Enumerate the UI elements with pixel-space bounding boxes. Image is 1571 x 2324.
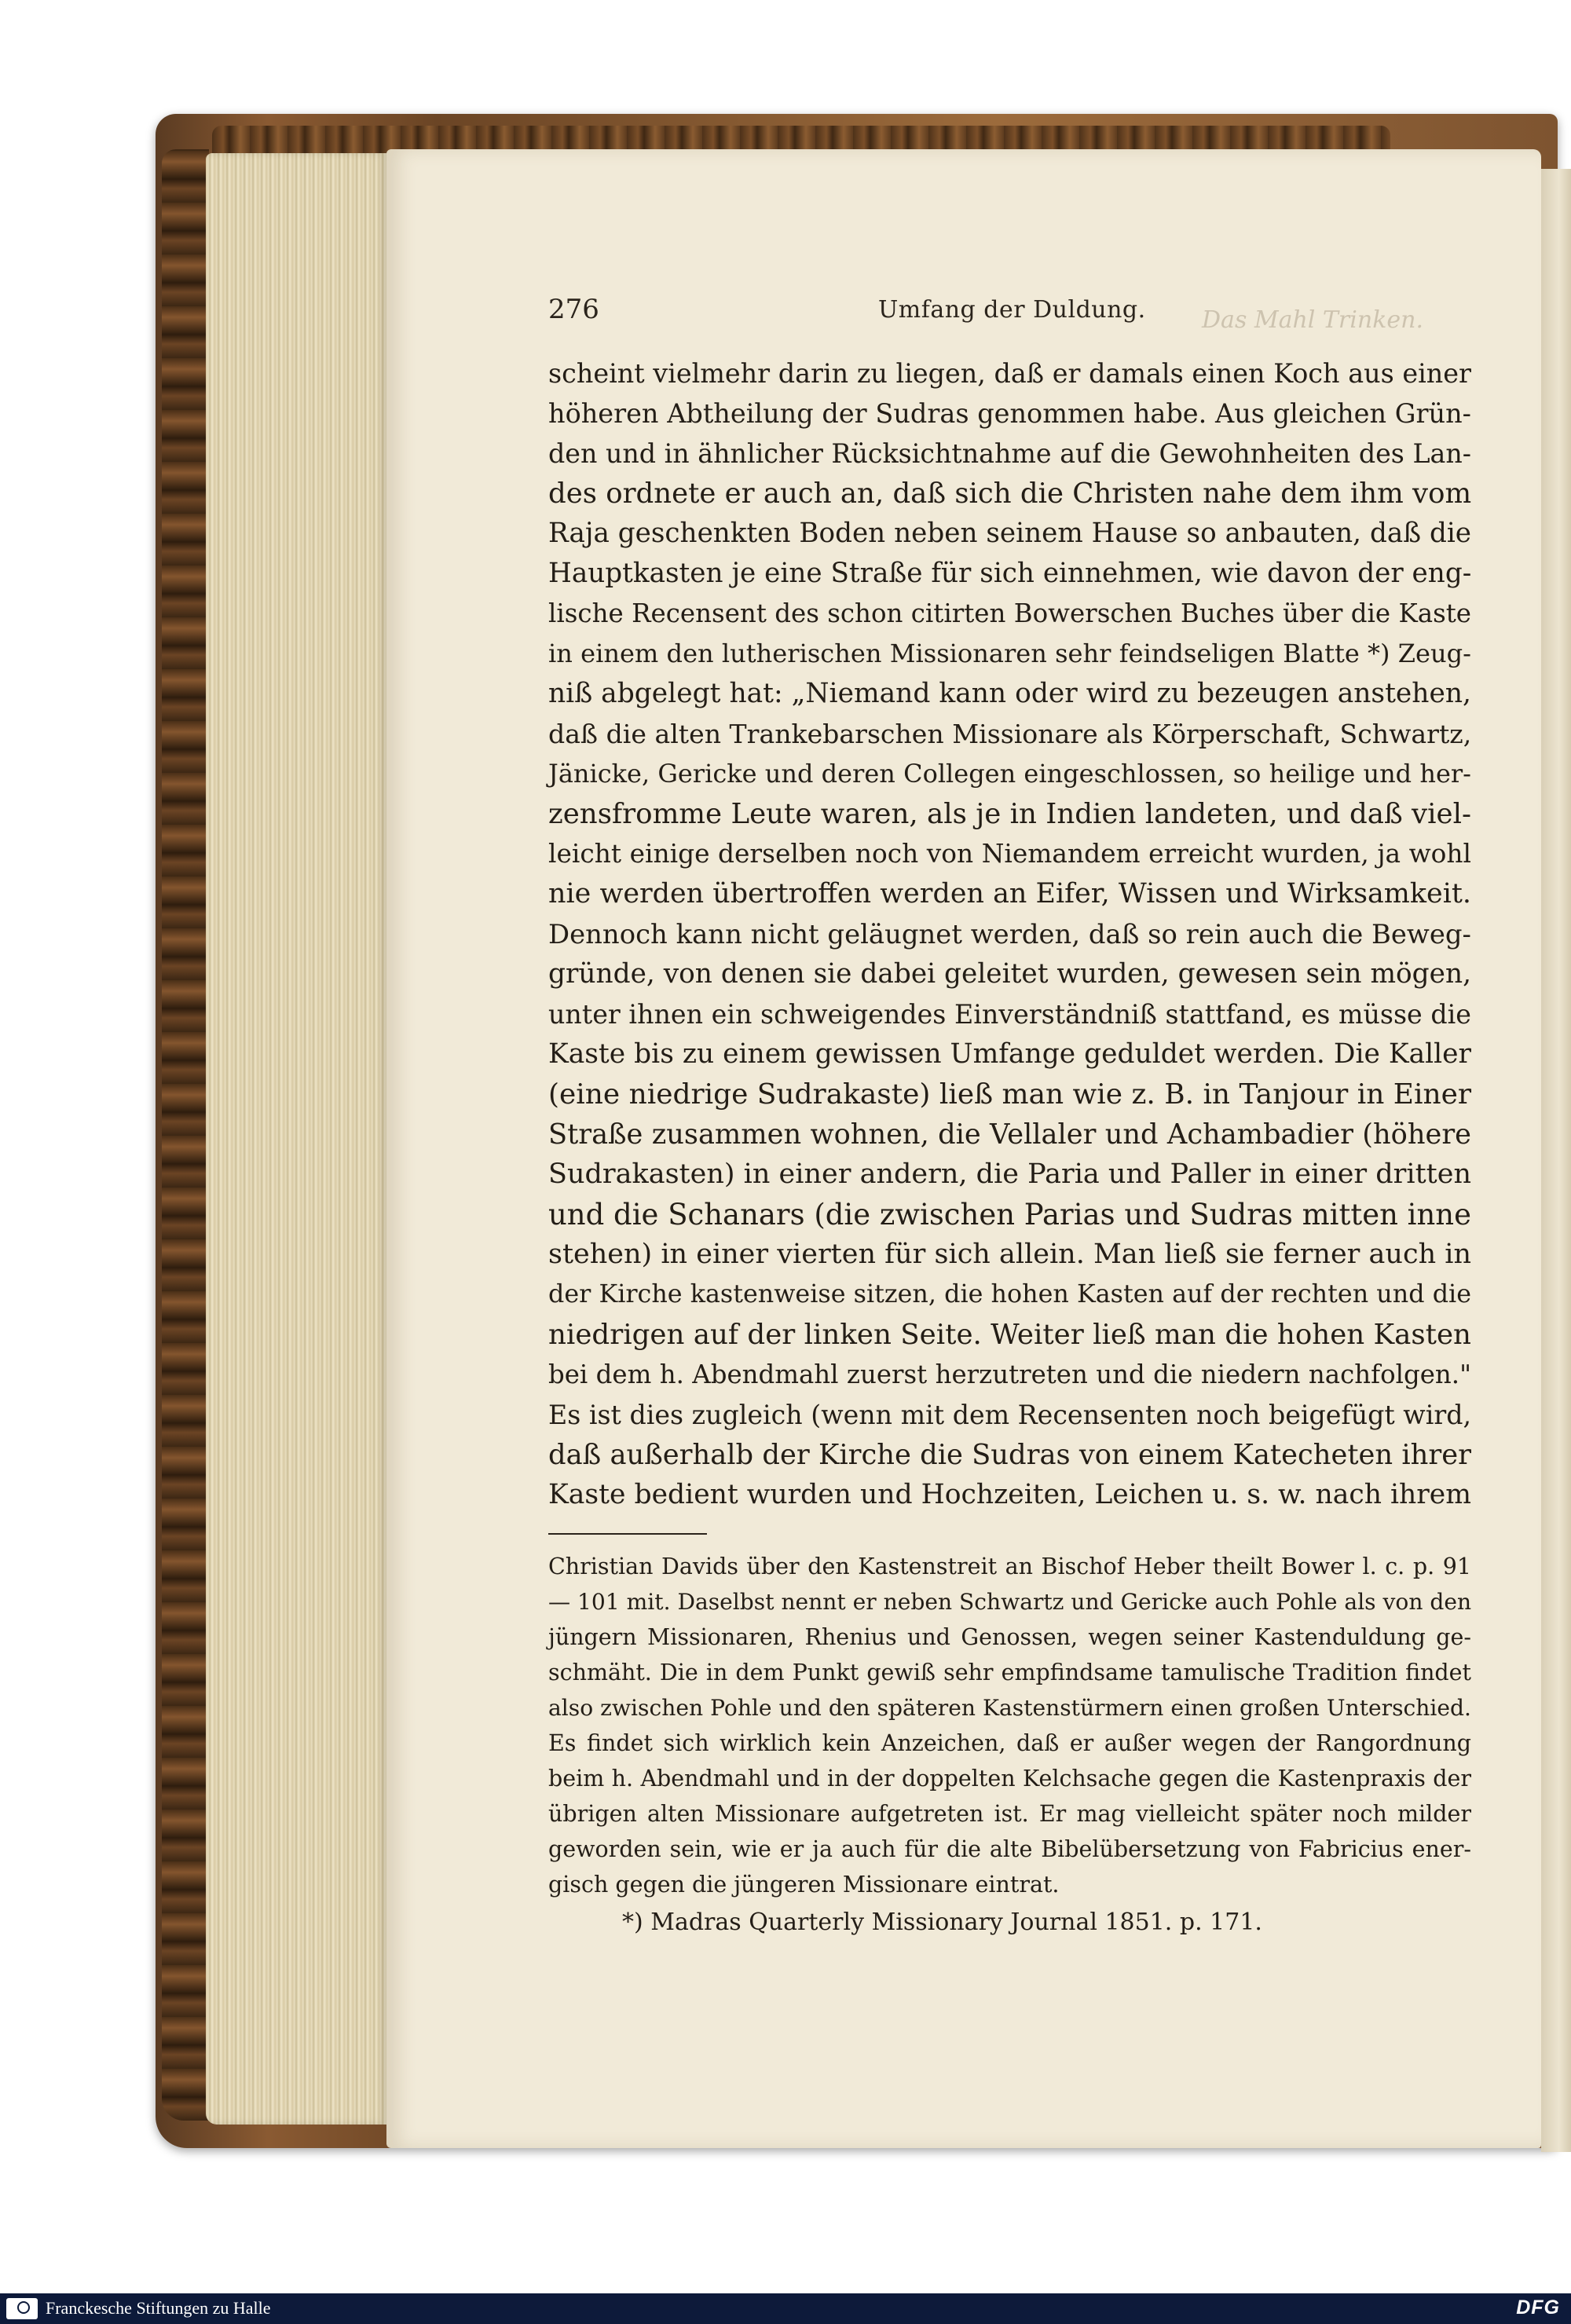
body-line: Es ist dies zugleich (wenn mit dem Recensenten noch beigefügt wird,	[548, 1400, 1471, 1430]
body-line: Raja geschenkten Boden neben seinem Hause so anbauten, daß die	[548, 518, 1471, 549]
body-line: Kaste bedient wurden und Hochzeiten, Leichen u. s. w. nach ihrem	[548, 1479, 1471, 1510]
footnote-line: jüngern Missionaren, Rhenius und Genossen, wegen seiner Kastenduldung ge-	[548, 1624, 1471, 1650]
body-line: den und in ähnlicher Rücksichtnahme auf die Gewohnheiten des Lan-	[548, 438, 1471, 469]
body-line: unter ihnen ein schweigendes Einverständniß stattfand, es müsse die	[548, 999, 1471, 1030]
footnote-continuation	[548, 1549, 1471, 1902]
body-line: nie werden übertroffen werden an Eifer, Wissen und Wirksamkeit.	[548, 878, 1471, 909]
footnote-line: also zwischen Pohle und den späteren Kastenstürmern einen großen Unterschied.	[548, 1695, 1471, 1721]
institution-name: Franckesche Stiftungen zu Halle	[46, 2298, 271, 2318]
facing-page-edge	[1541, 169, 1571, 2152]
body-line: höheren Abtheilung der Sudras genommen habe. Aus gleichen Grün-	[548, 398, 1471, 429]
body-text	[548, 353, 1471, 1515]
body-line: gründe, von denen sie dabei geleitet wurden, gewesen sein mögen,	[548, 958, 1471, 990]
footnote-line: — 101 mit. Daselbst nennt er neben Schwartz und Gericke auch Pohle als von den	[548, 1589, 1472, 1615]
body-line: daß die alten Trankebarschen Missionare als Körperschaft, Schwartz,	[548, 719, 1472, 749]
footnote-line: Es findet sich wirklich kein Anzeichen, daß er außer wegen der Rangordnung	[548, 1730, 1471, 1756]
footnote-citation: *) Madras Quarterly Missionary Journal 1851. p. 171.	[622, 1909, 1262, 1936]
body-line: der Kirche kastenweise sitzen, die hohen Kasten auf der rechten und die	[548, 1280, 1471, 1308]
body-line: zensfromme Leute waren, als je in Indien landeten, und daß viel-	[548, 798, 1471, 830]
body-line: in einem den lutherischen Missionaren sehr feindseligen Blatte *) Zeug-	[548, 639, 1471, 668]
funder-logo: DFG	[1516, 2297, 1560, 2319]
body-line: bei dem h. Abendmahl zuerst herzutreten und die niedern nachfolgen."	[548, 1360, 1471, 1389]
body-line: niß abgelegt hat: „Niemand kann oder wird zu bezeugen anstehen,	[548, 678, 1471, 709]
body-line: lische Recensent des schon citirten Bowerschen Buches über die Kaste	[548, 598, 1471, 628]
footnote-line: schmäht. Die in dem Punkt gewiß sehr empfindsame tamulische Tradition findet	[548, 1660, 1471, 1685]
page-number: 276	[548, 294, 599, 325]
footnote-line: gisch gegen die jüngeren Missionare eintrat.	[548, 1872, 1060, 1898]
body-line: daß außerhalb der Kirche die Sudras von einem Katecheten ihrer	[548, 1439, 1471, 1471]
running-title: Umfang der Duldung.	[878, 296, 1146, 324]
footnote-line: beim h. Abendmahl und in der doppelten Kelchsache gegen die Kastenpraxis der	[548, 1766, 1471, 1791]
body-line: Kaste bis zu einem gewissen Umfange geduldet werden. Die Kaller	[548, 1038, 1471, 1070]
show-through-text: Das Mahl Trinken.	[1202, 306, 1423, 334]
body-line: leicht einige derselben noch von Niemandem erreicht wurden, ja wohl	[548, 839, 1471, 869]
body-line: Straße zusammen wohnen, die Vellaler und Achambadier (höhere	[548, 1118, 1471, 1151]
body-line: und die Schanars (die zwischen Parias und Sudras mitten inne	[548, 1198, 1471, 1232]
page-edges	[206, 153, 388, 2125]
running-head	[548, 294, 1471, 328]
body-line: Sudrakasten) in einer andern, die Paria und Paller in einer dritten	[548, 1158, 1471, 1190]
body-line: Jänicke, Gericke und deren Collegen eingeschlossen, so heilige und her-	[548, 759, 1471, 789]
body-line: niedrigen auf der linken Seite. Weiter ließ man die hohen Kasten	[548, 1319, 1471, 1351]
body-line: scheint vielmehr darin zu liegen, daß er damals einen Koch aus einer	[548, 358, 1471, 389]
footnote-line: geworden sein, wie er ja auch für die alte Bibelübersetzung von Fabricius ener-	[548, 1836, 1471, 1862]
footnote-line: übrigen alten Missionare aufgetreten ist. Er mag vielleicht später noch milder	[548, 1801, 1471, 1827]
book-spine	[162, 149, 209, 2121]
body-line: stehen) in einer vierten für sich allein. Man ließ sie ferner auch in	[548, 1239, 1471, 1270]
attribution-bar	[0, 2293, 1571, 2324]
body-line: (eine niedrige Sudrakaste) ließ man wie z. B. in Tanjour in Einer	[548, 1078, 1472, 1111]
body-line: des ordnete er auch an, daß sich die Christen nahe dem ihm vom	[548, 478, 1472, 510]
institution-logo-icon	[6, 2298, 38, 2319]
footnote-divider	[548, 1533, 707, 1535]
body-line: Hauptkasten je eine Straße für sich einnehmen, wie davon der eng-	[548, 558, 1472, 589]
footnote-line: Christian Davids über den Kastenstreit an Bischof Heber theilt Bower l. c. p. 91	[548, 1554, 1471, 1579]
body-line: Dennoch kann nicht geläugnet werden, daß so rein auch die Beweg-	[548, 919, 1471, 950]
